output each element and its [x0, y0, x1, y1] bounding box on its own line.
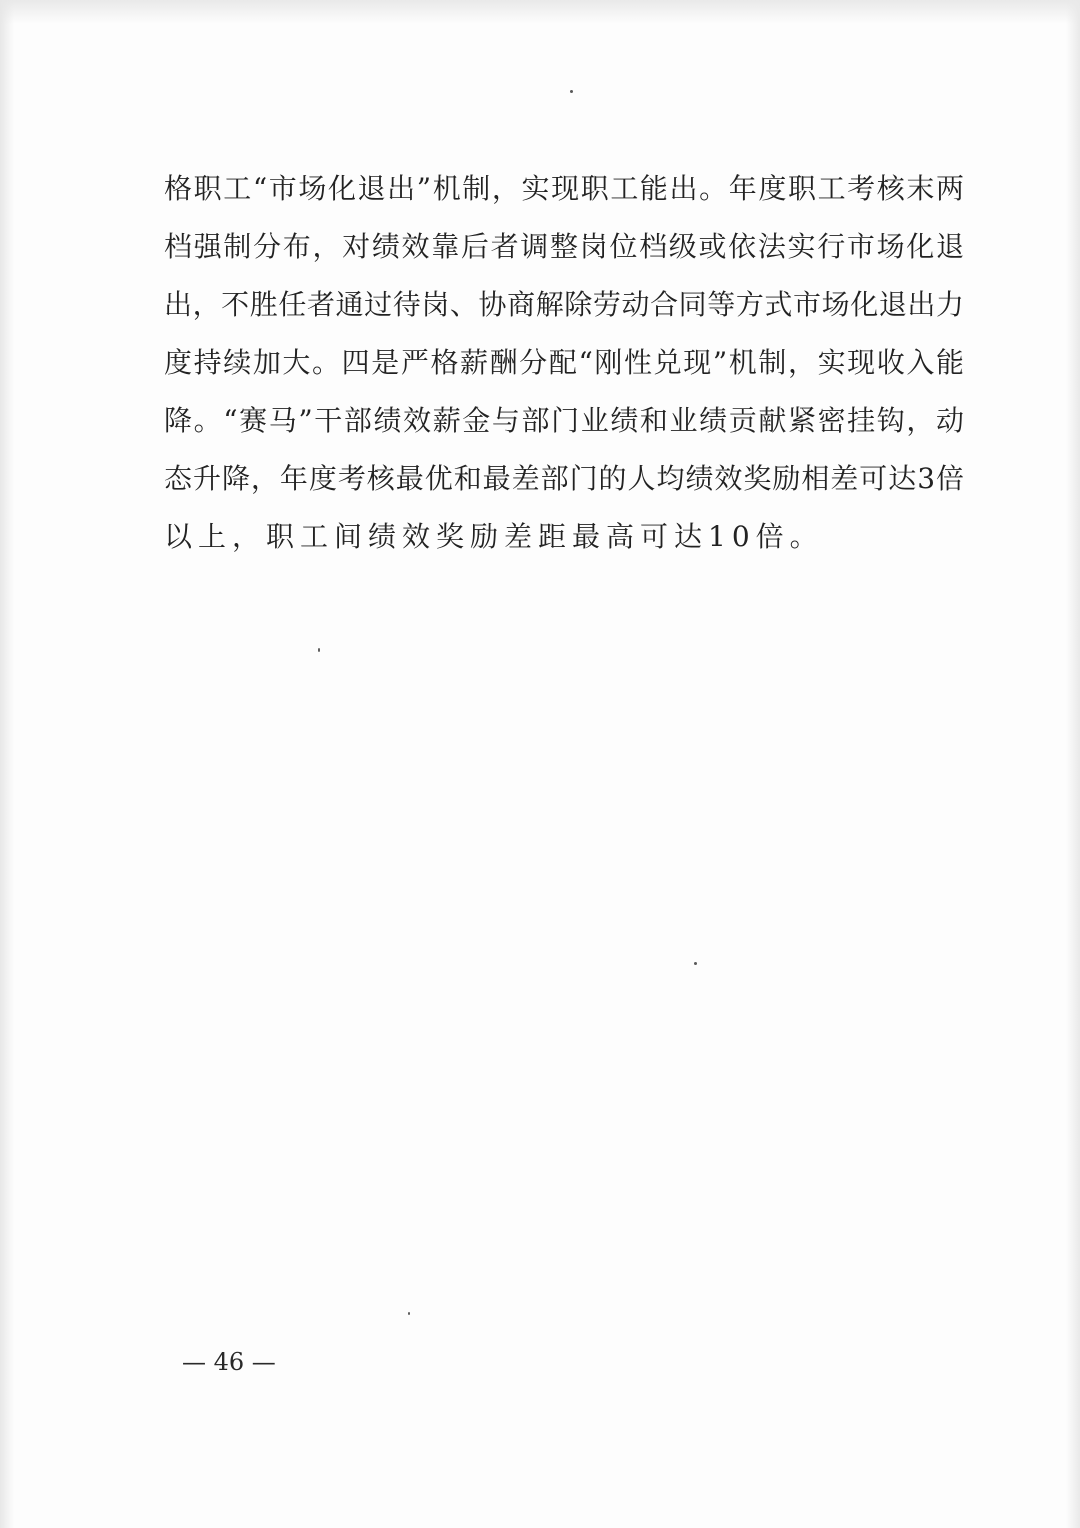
- scan-speck: [570, 90, 573, 93]
- paragraph-line: 出，不胜任者通过待岗、协商解除劳动合同等方式市场化退出力: [164, 288, 964, 321]
- scan-edge-right: [1066, 0, 1080, 1528]
- page-number: — 46 —: [182, 1348, 276, 1376]
- paragraph-line: 格职工“市场化退出”机制，实现职工能出。年度职工考核末两: [164, 172, 964, 205]
- paragraph-line: 档强制分布，对绩效靠后者调整岗位档级或依法实行市场化退: [164, 230, 964, 263]
- paragraph-line: 度持续加大。四是严格薪酬分配“刚性兑现”机制，实现收入能: [164, 346, 964, 379]
- paragraph-line: 以上，职工间绩效奖励差距最高可达10倍。: [164, 520, 824, 553]
- paragraph-line: 态升降，年度考核最优和最差部门的人均绩效奖励相差可达3倍: [164, 462, 964, 495]
- scan-speck: [318, 648, 320, 652]
- paragraph-line: 降。“赛马”干部绩效薪金与部门业绩和业绩贡献紧密挂钩，动: [164, 404, 964, 437]
- scan-speck: [408, 1312, 410, 1315]
- scan-edge-top: [0, 0, 1080, 24]
- scan-speck: [694, 962, 697, 965]
- body-paragraph: [164, 160, 964, 566]
- scan-edge-left: [0, 0, 14, 1528]
